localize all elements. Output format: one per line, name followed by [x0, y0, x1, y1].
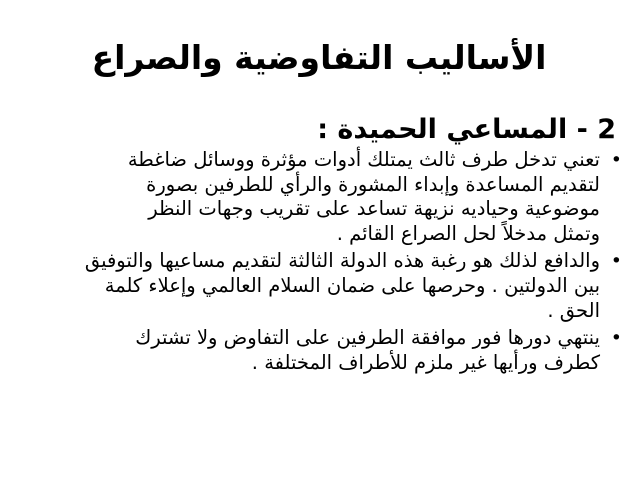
bullet-line: ينتهي دورها فور موافقة الطرفين على التفاوض ولا تشترك — [135, 326, 600, 350]
bullet-list — [12, 148, 622, 378]
bullet-line: تعني تدخل طرف ثالث يمتلك أدوات مؤثرة ووسائل ضاغطة — [127, 148, 600, 171]
bullet-icon: • — [610, 327, 622, 350]
section-heading: 2 - المساعي الحميدة : — [317, 114, 616, 145]
bullet-line: والدافع لذلك هو رغبة هذه الدولة الثالثة لتقديم مساعيها والتوفيق — [84, 249, 600, 273]
bullet-item-2 — [12, 249, 622, 323]
bullet-item-1 — [12, 148, 622, 246]
bullet-line: وتمثل مدخلاً لحل الصراع القائم . — [336, 221, 600, 245]
bullet-line: لتقديم المساعدة وإبداء المشورة والرأي للطرفين بصورة — [146, 172, 600, 196]
slide-title: الأساليب التفاوضية والصراع — [91, 38, 547, 77]
bullet-line: موضوعية وحياديه نزيهة تساعد على تقريب وجهات النظر — [148, 197, 600, 221]
bullet-icon: • — [610, 149, 622, 171]
bullet-icon: • — [610, 250, 622, 273]
bullet-line: كطرف ورأيها غير ملزم للأطراف المختلفة . — [251, 350, 600, 374]
bullet-line: الحق . — [547, 298, 600, 322]
bullet-item-3 — [12, 326, 622, 375]
bullet-line: بين الدولتين . وحرصها على ضمان السلام العالمي وإعلاء كلمة — [104, 273, 600, 297]
